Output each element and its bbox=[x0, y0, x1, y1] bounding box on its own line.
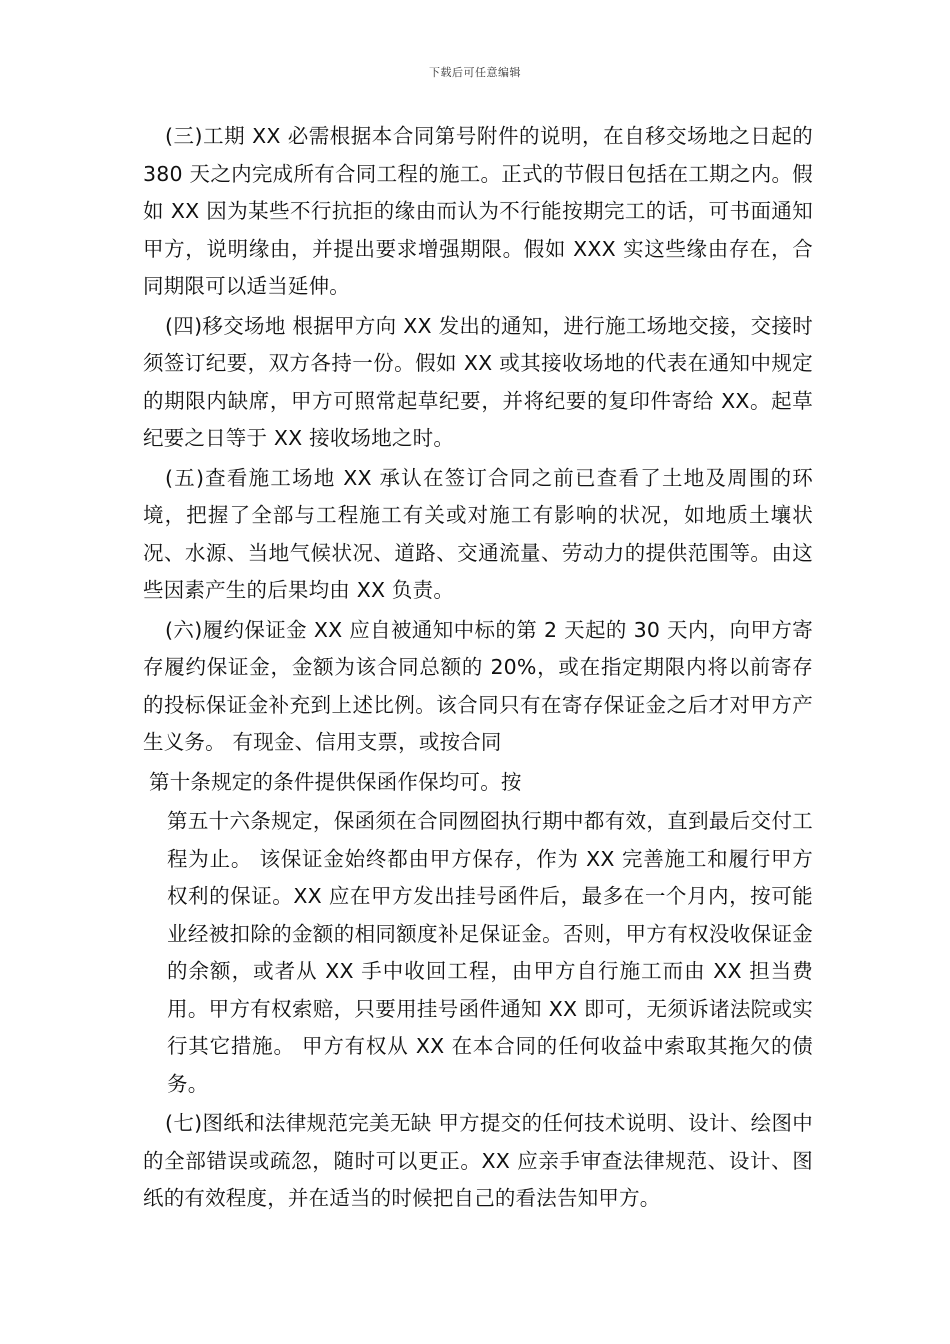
paragraph-performance-bond: (六)履约保证金 XX 应自被通知中标的第 2 天起的 30 天内，向甲方寄存履约保证金，金额为该合同总额的 20%，或在指定期限内将以前寄存的投标保证金补充到上述比例。该合同只有在寄存保证金之后才对甲方产生义务。 有现金、信用支票，或按合同 bbox=[143, 617, 813, 754]
paragraph-guarantee-clause-ten: 第十条规定的条件提供保函作保均可。按 bbox=[149, 769, 522, 794]
paragraph-site-handover: (四)移交场地 根据甲方向 XX 发出的通知，进行施工场地交接，交接时须签订纪要，双方各持一份。假如 XX 或其接收场地的代表在通知中规定的期限内缺席，甲方可照常起草纪要，并将纪要的复印件寄给 XX。起草纪要之日等于 XX 接收场地之时。 bbox=[143, 313, 813, 450]
paragraph-guarantee-clause-fifty-six: 第五十六条规定，保函须在合同囫囵执行期中都有效，直到最后交付工程为止。 该保证金始终都由甲方保存，作为 XX 完善施工和履行甲方权利的保证。XX 应在甲方发出挂号函件后，最多在一个月内，按可能业经被扣除的金额的相同额度补足保证金。否则，甲方有权没收保证金的余额，或者从 XX 手中收回工程，由甲方自行施工而由 XX 担当费用。甲方有权索赔，只要用挂号函件通知 XX 即可，无须诉诸法院或实行其它措施。 甲方有权从 XX 在本合同的任何收益中索取其拖欠的债务。 bbox=[167, 809, 813, 1096]
page-header: 下载后可任意编辑 bbox=[429, 66, 521, 79]
document-body bbox=[143, 118, 813, 1220]
paragraph-drawings-specifications: (七)图纸和法律规范完美无缺 甲方提交的任何技术说明、设计、绘图中的全部错误或疏忽，随时可以更正。XX 应亲手审查法律规范、设计、图纸的有效程度，并在适当的时候把自己的看法告知甲方。 bbox=[143, 1111, 813, 1210]
paragraph-site-inspection: (五)查看施工场地 XX 承认在签订合同之前已查看了土地及周围的环境，把握了全部与工程施工有关或对施工有影响的状况，如地质土壤状况、水源、当地气候状况、道路、交通流量、劳动力的提供范围等。由这些因素产生的后果均由 XX 负责。 bbox=[143, 465, 813, 602]
paragraph-construction-period: (三)工期 XX 必需根据本合同第号附件的说明，在自移交场地之日起的 380 天之内完成所有合同工程的施工。正式的节假日包括在工期之内。假如 XX 因为某些不行抗拒的缘由而认为不行能按期完工的话，可书面通知甲方，说明缘由，并提出要求增强期限。假如 XXX 实这些缘由存在，合同期限可以适当延伸。 bbox=[143, 124, 813, 298]
